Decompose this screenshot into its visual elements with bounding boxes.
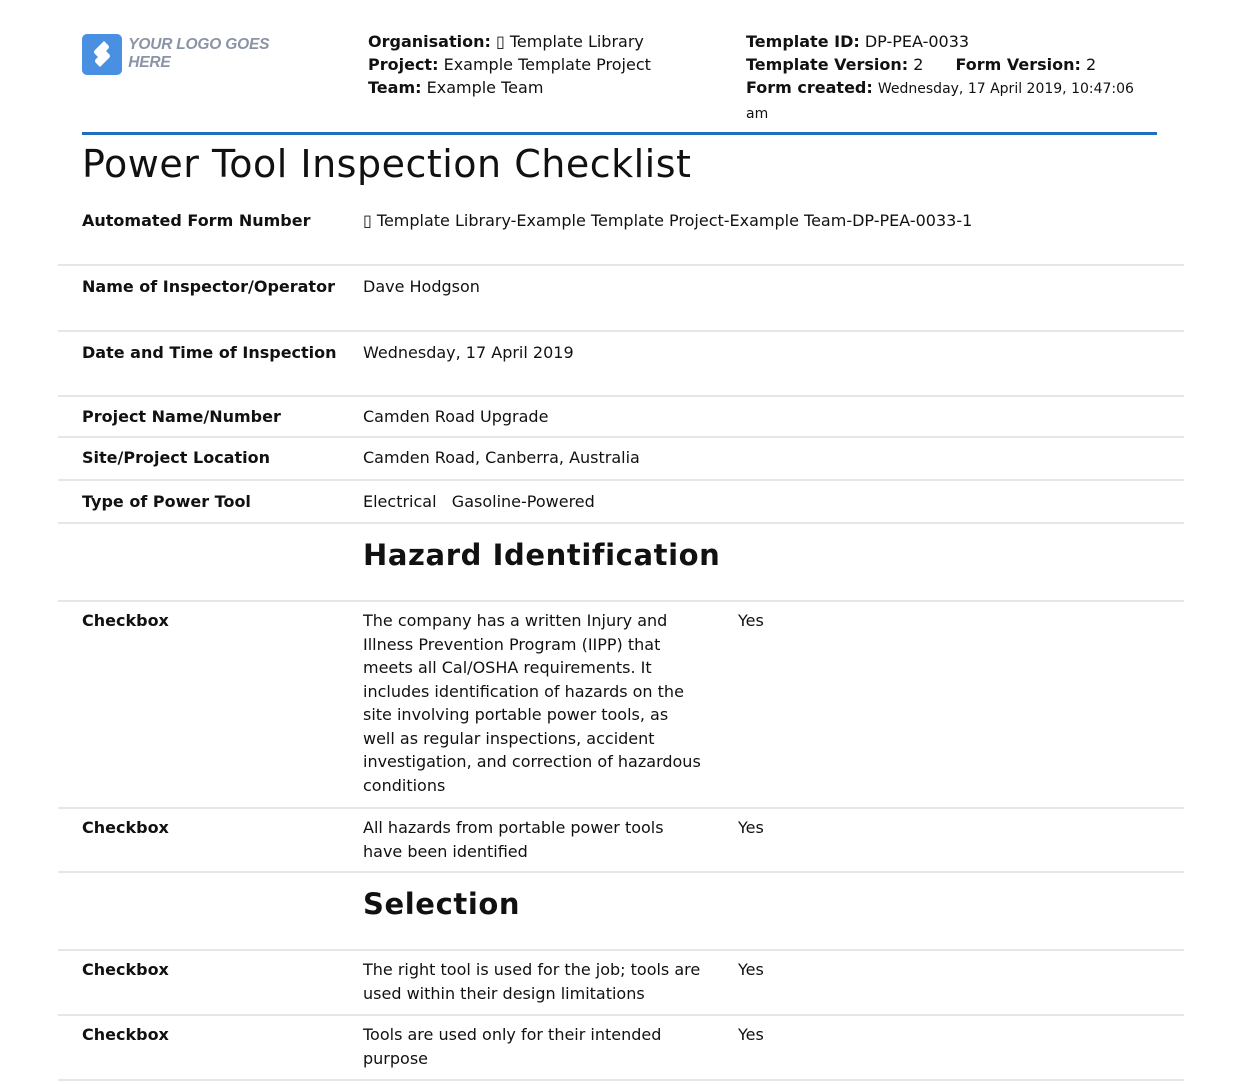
organisation-line: [368, 30, 738, 53]
field-row-inspector: [58, 266, 1184, 332]
team-value: Example Team: [426, 78, 544, 97]
item-question: Tools are used only for their intended purpose: [363, 1025, 662, 1068]
field-value: Camden Road Upgrade: [363, 407, 549, 426]
item-answer: Yes: [738, 960, 764, 979]
page-title: Power Tool Inspection Checklist: [82, 142, 692, 186]
field-label: Name of Inspector/Operator: [82, 277, 335, 296]
form-table: [58, 200, 1184, 1081]
template-version-value: 2: [913, 55, 924, 74]
team-label: Team:: [368, 78, 422, 97]
item-answer: Yes: [738, 611, 764, 630]
item-answer: Yes: [738, 1025, 764, 1044]
field-row-form-number: [58, 200, 1184, 266]
item-answer: Yes: [738, 818, 764, 837]
project-value: Example Template Project: [443, 55, 651, 74]
item-label: Checkbox: [82, 611, 169, 630]
section-title: Hazard Identification: [363, 538, 721, 572]
team-line: [368, 76, 738, 99]
field-label: Date and Time of Inspection: [82, 343, 337, 362]
field-row-location: [58, 438, 1184, 481]
field-label: Automated Form Number: [82, 211, 311, 230]
version-line: [746, 53, 1166, 76]
field-value: Camden Road, Canberra, Australia: [363, 448, 640, 467]
logo-icon: [82, 34, 122, 75]
item-question: All hazards from portable power tools have been identified: [363, 818, 664, 861]
item-label: Checkbox: [82, 960, 169, 979]
form-header: [82, 30, 1157, 134]
organisation-label: Organisation:: [368, 32, 491, 51]
field-value: ▯ Template Library-Example Template Project-Example Team-DP-PEA-0033-1: [363, 211, 973, 230]
form-version-value: 2: [1085, 55, 1097, 74]
field-row-project: [58, 397, 1184, 438]
field-row-date: [58, 332, 1184, 397]
checklist-item: [58, 1016, 1184, 1081]
field-value: Wednesday, 17 April 2019: [363, 343, 574, 362]
company-logo: [82, 33, 312, 75]
header-divider: [82, 132, 1157, 135]
field-row-tool-type: [58, 481, 1184, 524]
project-line: [368, 53, 738, 76]
project-label: Project:: [368, 55, 439, 74]
item-label: Checkbox: [82, 1025, 169, 1044]
field-label: Project Name/Number: [82, 407, 281, 426]
item-question: The company has a written Injury and Illness Prevention Program (IIPP) that meets all Cal/OSHA requirements. It includes identification of hazards on the site involving portable power tools, as well as regular inspections, accident investigation, and correction of hazardous conditions: [363, 611, 701, 795]
organisation-value: ▯ Template Library: [495, 32, 644, 51]
section-header-hazard: [58, 524, 1184, 602]
field-value: Electrical Gasoline-Powered: [363, 492, 595, 511]
checklist-item: [58, 951, 1184, 1016]
checklist-item: [58, 809, 1184, 873]
form-created-line: [746, 76, 1156, 126]
form-version-label: Form Version:: [955, 55, 1081, 74]
field-value: Dave Hodgson: [363, 277, 480, 296]
field-label: Type of Power Tool: [82, 492, 251, 511]
template-id-label: Template ID:: [746, 32, 860, 51]
template-version-label: Template Version:: [746, 55, 909, 74]
logo-text: YOUR LOGO GOES HERE: [128, 36, 270, 71]
template-info: [746, 30, 1166, 126]
item-label: Checkbox: [82, 818, 169, 837]
section-title: Selection: [363, 887, 521, 921]
organisation-info: [368, 30, 738, 99]
form-created-value: Wednesday, 17 April 2019, 10:47:06 am: [746, 81, 1134, 122]
checklist-item: [58, 602, 1184, 809]
template-id-line: [746, 30, 1166, 53]
item-question: The right tool is used for the job; tools are used within their design limitations: [363, 960, 701, 1003]
template-id-value: DP-PEA-0033: [864, 32, 970, 51]
form-created-label: Form created:: [746, 78, 873, 97]
section-header-selection: [58, 873, 1184, 951]
field-label: Site/Project Location: [82, 448, 270, 467]
